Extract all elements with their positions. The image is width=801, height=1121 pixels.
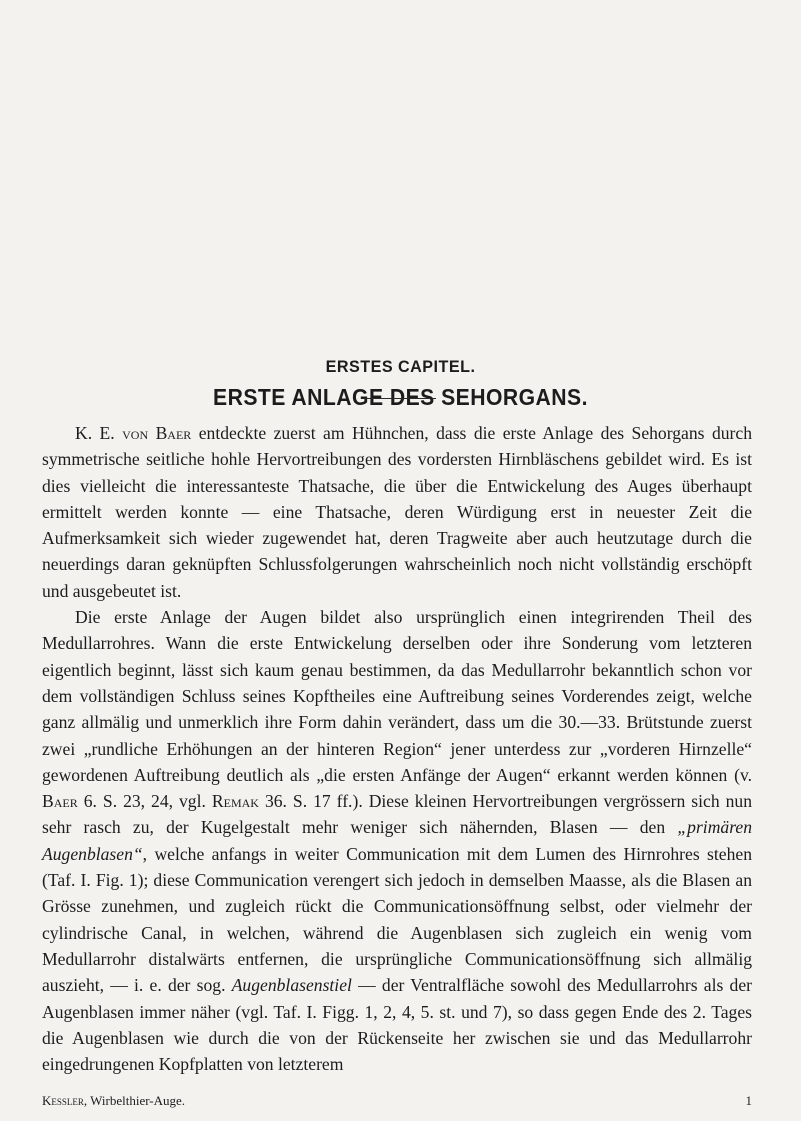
paragraph-1: [42, 420, 752, 604]
ref-remak: Remak: [211, 791, 259, 812]
p1-start: K. E.: [75, 423, 123, 443]
author-baer: Baer: [155, 423, 192, 443]
footer-left: [42, 1093, 185, 1109]
author-von: von: [122, 423, 149, 443]
footer-book: , Wirbelthier-Auge.: [83, 1093, 186, 1108]
p2-text-a: Die erste Anlage der Augen bildet also ursprünglich einen integrirenden Theil des Medullarrohres. Wann die erste Entwickelung derselben oder ihre Sonderung vom letzteren eigentlich beginnt, lässt sich kaum genau bestimmen, da das Medullarrohr bekanntlich schon vor dem vollständigen Schluss seines Kopftheiles eine Auftreibung seines Vorderendes zeigt, welche ganz allmälig und unmerklich ihre Form dahin verändert, dass um die 30.—33. Brütstunde zuerst zwei „rundliche Erhöhungen an der hinteren Region“ jener unterdess zur „vorderen Hirnzelle“ gewordenen Auftreibung deutlich als „die ersten Anfänge der Augen“ erkannt werden können (v.: [42, 607, 752, 785]
chapter-heading: ERSTES CAPITEL.: [325, 357, 476, 376]
body-text: [42, 420, 752, 1077]
footer-author: Kessler: [42, 1093, 84, 1108]
p2-text-c: 36. S. 17 ff.). Diese kleinen Hervortreibungen vergrössern sich nun sehr rasch zu, der Kugelgestalt mehr weniger sich nähernden, Blasen — den: [42, 791, 752, 838]
p2-text-b: 6. S. 23, 24, vgl.: [77, 791, 212, 812]
footer-signature: 1: [745, 1093, 752, 1108]
term-primaere-augenblasen: „primären Augenblasen“: [42, 817, 752, 864]
title-divider: [364, 398, 436, 399]
paragraph-2: [42, 604, 752, 1077]
ref-baer: Baer: [42, 791, 78, 812]
p2-text-d: , welche anfangs in weiter Communication mit dem Lumen des Hirnrohres stehen (Taf. I. Fig. 1); diese Communication verengert sich jedoch in demselben Maasse, als die Blasen an Grösse zunehmen, und zugleich rückt die Communicationsöffnung selbst, oder vielmehr der cylindrische Canal, in welchen, während die Augenblasen sich zugleich ein wenig vom Medullarrohr distalwärts entfernen, die ursprüngliche Communicationsöffnung sich allmälig auszieht, — i. e. der sog.: [42, 843, 752, 996]
term-augenblasenstiel: Augenblasenstiel: [231, 975, 352, 996]
p1-text: entdeckte zuerst am Hühnchen, dass die erste Anlage des Sehorgans durch symmetrische seitliche hohle Hervortreibungen des vordersten Hirnbläschens gebildet wird. Es ist dies vielleicht die interessanteste Thatsache, die über die Entwickelung des Auges überhaupt ermittelt werden konnte — eine Thatsache, deren Würdigung erst in neuester Zeit die Aufmerksamkeit sich wieder zugewendet hat, deren Tragweite aber auch heutzutage durch die neuerdings daran geknüpften Schlussfolgerungen wahrscheinlich noch nicht vollständig erschöpft und ausgebeutet ist.: [42, 423, 753, 601]
p2-text-e: — der Ventralfläche sowohl des Medullarrohrs als der Augenblasen immer näher (vgl. Taf. I. Figg. 1, 2, 4, 5. st. und 7), so dass gegen Ende des 2. Tages die Augenblasen wie durch die von der Rückenseite her zwischen sie und das Medullarrohr eingedrungenen Kopfplatten von letzterem: [42, 975, 752, 1075]
page-footer: [42, 1093, 752, 1109]
section-title: ERSTE ANLAGE DES SEHORGANS.: [213, 384, 588, 410]
